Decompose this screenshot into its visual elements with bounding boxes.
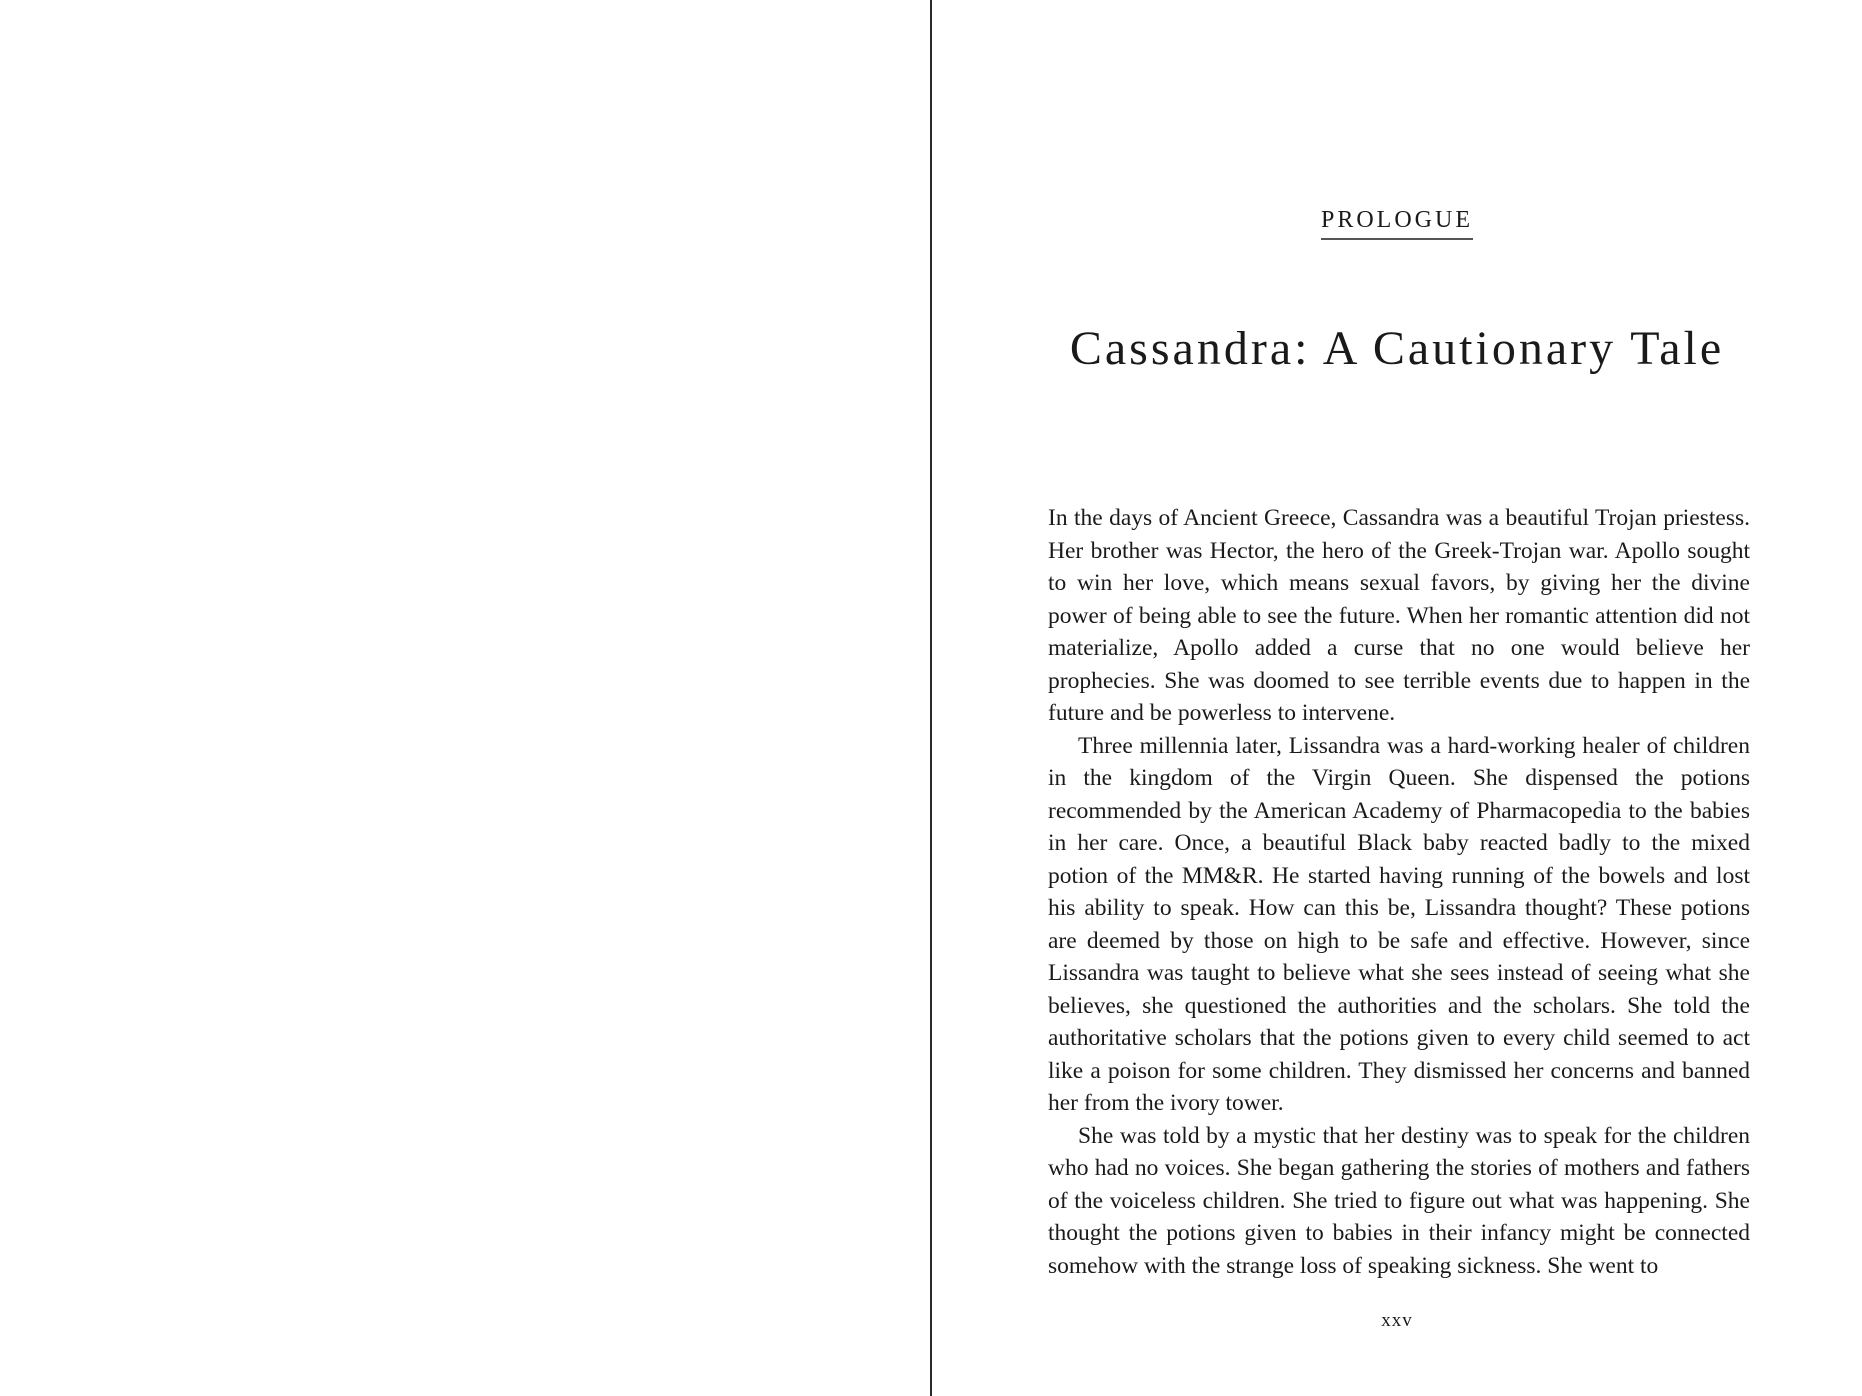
paragraph-2: Three millennia later, Lissandra was a hard-working healer of children in the kingdom of the Virgin Queen. She dispensed the potions recommended by the American Academy of Pharmacopedia to the babies in her care. Once, a beautiful Black baby reacted badly to the mixed potion of the MM&R. He started having running of the bowels and lost his ability to speak. How can this be, Lissandra thought? These potions are deemed by those on high to be safe and effective. However, since Lissandra was taught to believe what she sees instead of seeing what she believes, she questioned the authorities and the scholars. She told the authoritative scholars that the potions given to every child seemed to act like a poison for some children. They dismissed her concerns and banned her from the ivory tower. <box>1048 732 1750 1116</box>
body-text <box>1048 502 1750 1282</box>
prologue-label-text: PROLOGUE <box>1321 208 1473 240</box>
paragraph-1: In the days of Ancient Greece, Cassandra was a beautiful Trojan priestess. Her brother was Hector, the hero of the Greek-Trojan war. Apollo sought to win her love, which means sexual favors, by giving her the divine power of being able to see the future. When her romantic attention did not materialize, Apollo added a curse that no one would believe her prophecies. She was doomed to see terrible events due to happen in the future and be powerless to intervene. <box>1048 505 1750 726</box>
chapter-title: Cassandra: A Cautionary Tale <box>1069 322 1725 375</box>
left-page-blank <box>0 0 930 1396</box>
paragraph-3: She was told by a mystic that her destiny was to speak for the children who had no voices. She began gathering the stories of mothers and fathers of the voiceless children. She tried to figure out what was happening. She thought the potions given to babies in their infancy might be connected somehow with the strange loss of speaking sickness. She went to <box>1048 1122 1750 1279</box>
section-label <box>932 208 1862 240</box>
page-number: xxv <box>1381 1310 1413 1331</box>
right-page <box>932 0 1862 1396</box>
